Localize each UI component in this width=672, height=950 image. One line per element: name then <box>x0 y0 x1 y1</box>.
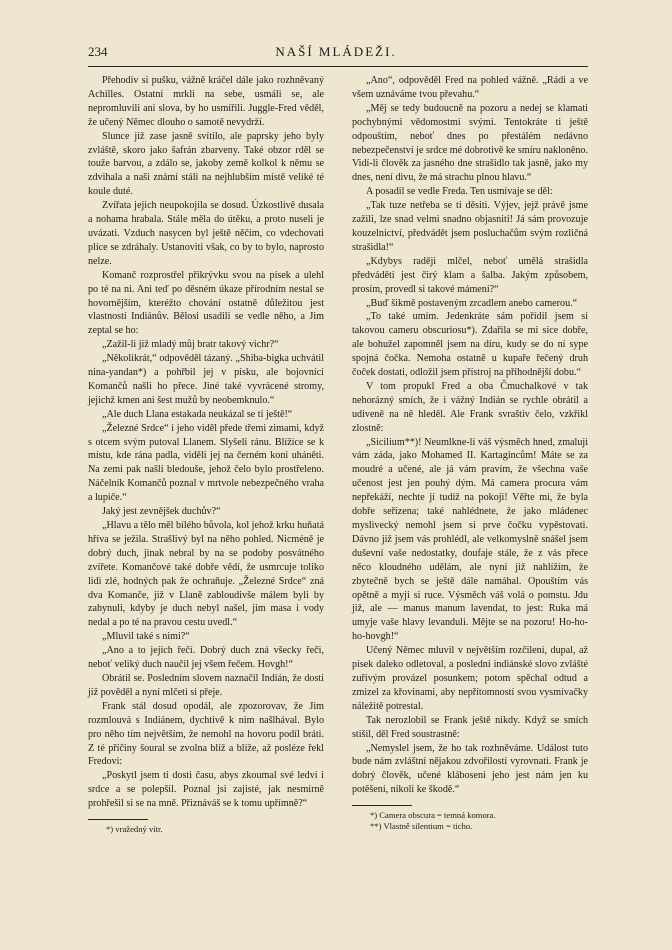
paragraph: „Několikrát,“ odpověděl tázaný. „Shiba-bigka uchvátil nina-yandan*) a pohřbil jej v písku, ale bojovníci Komančů našli ho přece. Jiné také vyvrácené stromy, jejichž kmen ani šest mužů by neobemknulo.“ <box>88 353 324 406</box>
paragraph: „Poskytl jsem ti dosti času, abys zkoumal své ledví i srdce a se polepšil. Poznal jsi zajisté, jak nesmírně prohřešil si se na mně. Přiznáváš se k tomu upřímně?“ <box>88 770 324 810</box>
footnote-rule <box>88 819 148 820</box>
paragraph: Obrátil se. Posledním slovem naznačil Indián, že dosti již pověděl a nyní mlčeti si přeje. <box>88 672 324 698</box>
page-header <box>88 44 584 68</box>
paragraph: „Hlavu a tělo měl bílého bůvola, kol jehož krku huňatá hříva se ježila. Strašlivý byl na něho pohled. Nicméně je dobrý duch, jinak nebral by na se podoby posvátného zvířete. Komančové také dobře vědí, že usmrcuje toliko lidi zlé, hodných pak že ochraňuje. „Železné Srdce“ zná dva Komanče, již v Llaně zabloudivše málem byli by zahynuli, kdyby je duch nebyl našel, jim masa i vody nedal a po té na pravou cestu uvedl.“ <box>88 520 324 629</box>
paragraph: Slunce již zase jasně svítilo, ale paprsky jeho byly zvláště, skoro jako šafrán zbarveny. Také obzor rděl se touže barvou, a zdálo se, jakoby země kolkol k němu se zdvihala a naši známí stáli na nejhlubším místě veliké té koule duté. <box>88 130 324 198</box>
paragraph: Učený Němec mluvil v největším rozčilení, dupal, až písek daleko odletoval, a poslední indiánské slovo zvlášté zuřivým provázel posunkem; potom spěchal odtud a zmizel za křovinami, aby nepřítomností svou vysmívačky náležitě potrestal. <box>352 645 588 712</box>
paragraph: „Zažil-li již mladý můj bratr takový vichr?“ <box>102 339 279 351</box>
header-rule <box>88 66 588 67</box>
paragraph: Přehodiv si pušku, vážně kráčel dále jako rozhněvaný Achilles. Ostatní mrkli na sebe, usmáli se, ale nepromluvili ani slova, by ho usmířili. Juggle-Fred věděl, že učený Němec dlouho o samotě nevydrží. <box>88 75 324 128</box>
paragraph: A posadil se vedle Freda. Ten usmívaje se děl: <box>366 186 553 198</box>
paragraph: V tom propukl Fred a oba Čmuchalkové v tak nehorázný smích, že i vážný Indián se rychle obrátil a udiveně na ně hleděl. Ale Frank svraštiv čelo, vzkřikl zlostně: <box>352 380 588 434</box>
paragraph: Zvířata jejich neupokojila se dosud. Úzkostlivě dusala a nohama hrabala. Stále měla do útěku, a proto nuseli je uvázati. Vzduch nasycen byl ještě něčím, co vdechovati plíce se zdráhaly. Ustanoviti však, co by to bylo, naprosto nelze. <box>88 200 324 267</box>
footnote: *) Camera obscura = temná komora. <box>370 810 496 821</box>
paragraph: „Kdybys raději mlčel, neboť umělá strašidla předváděti jest čirý klam a šalba. Jakým způsobem, prosím, provedl si takové mámení?“ <box>352 255 588 295</box>
right-column <box>352 74 588 832</box>
paragraph: „Ano“, odpověděl Fred na pohled vážně. „Rádi a ve všem uznáváme tvou převahu.“ <box>352 75 588 100</box>
paragraph: „Tak tuze netřeba se ti děsiti. Výjev, jejž právě jsme zažili, lze snad velmi snadno objasniti! Já sám provozuje kouzelnictví, předvádět jsem posluchačům svým rozličná strašidla!“ <box>352 200 588 253</box>
paragraph: Komanč rozprostřel přikrývku svou na písek a ulehl po té na ni. Ani teď po děsném úkaze přírodním nestal se hovornějším, kteréžto chování ostatně důležitou jest vlastností Indiánův. Bělosi usadili se vedle něho, a Jim zeptal se ho: <box>88 269 324 337</box>
paragraph: „Měj se tedy budoucně na pozoru a nedej se klamati pochybnými vědomostmi svými. Tentokráte ti ještě odpouštím, neboť dnes po přestálém nedávno nebezpečenství je srdce mé dobrotivě ke smíru nakloněno. Vidí-li člověk za jasného dne strašidlo tak jasně, jako my dnes, není divu, že má strachu plnou hlavu.“ <box>352 102 589 184</box>
paragraph: „Ale duch Llana estakada neukázal se ti ještě!“ <box>102 408 293 420</box>
paragraph: „Mluvil také s nimi?“ <box>102 631 190 643</box>
paragraph: „Sicilium**)! Neumlkne-li váš výsměch hned, zmaluji vám záda, jako Mohamed II. Kartagincům! Máte se za moudré a učené, ale já vám pravím, že všechna vaše učenost jest jen pouhý dým. Má camera procura vám nepřekáží, nechte jí tudíž na pokoji! Věřte mi, že byla dobře seřízena; také nahlédnete, že jako mládenec myslivecký nemohl jsem si prve čočku vypěstovati. Dávno již jsem vás prohlédl, ale velkomyslně snášel jsem duševní vaše nedostatky, doufaje stále, že z vás přece něco kloudného udělám, ale nyní již nahlížím, že zbytečně bych se ještě dále namáhal. Opouštím vás opětně a myji si ruce. Výsměch váš volá o pomstu. Jdu již, ale — manus manum lavendat, to jest: Ruka má umyje vaše hlavy levanduli. Mějte se na pozoru! Ho-ho-ho-hovgh!“ <box>352 436 588 643</box>
running-title: NAŠÍ MLÁDEŽI. <box>275 44 397 59</box>
paragraph: Jaký jest zevnějšek duchův?“ <box>102 506 221 518</box>
paragraph: „To také umím. Jedenkráte sám pořídil jsem si takovou cameru obscuriosu*). Zdařila se mi sice dobře, ale bohužel zapomněl jsem na díru, kudy se do ní sype spojná čočka. Nemoha ostatně u kupaře řečený druh čoček dostati, odložil jsem přístroj na příhodnější dobu.“ <box>352 311 588 379</box>
paragraph: „Buď šikmě postaveným zrcadlem anebo camerou.“ <box>366 297 578 309</box>
footnote: **) Vlastně silentium = ticho. <box>370 821 473 832</box>
paragraph: „Nemyslel jsem, že ho tak rozhněváme. Událost tuto bude nám zvláštní nějakou zdvořilostí vyrovnati. Frank je dobrý člověk, učené klábosení jeho jest nám jen ku potěšení, nikoli ke škodě.“ <box>352 742 588 796</box>
footnote-rule <box>352 805 412 806</box>
paragraph: „Ano a to jejich řečí. Dobrý duch zná všecky řeči, neboť veliký duch naučil jej všem řečem. Hovgh!“ <box>88 645 324 671</box>
footnote: *) vražedný vítr. <box>106 824 163 835</box>
paragraph: Frank stál dosud opodál, ale zpozorovav, že Jim rozmlouvá s Indiánem, dychtivě k nim našlhával. Bylo pro něho tím největším, že nemohl na hovoru podíl bráti. Z té příčiny šoural se zvolna blíž a blíže, až posléze řekl Fredovi: <box>88 700 324 768</box>
page-number: 234 <box>88 44 108 59</box>
left-column <box>88 74 324 835</box>
paragraph: Tak nerozlobil se Frank ještě nikdy. Když se smích stišil, děl Fred soustrastně: <box>352 714 588 740</box>
paragraph: „Železné Srdce“ i jeho viděl přede třemi zimami, když s otcem svým putoval Llanem. Slyšeli ránu. Blížíce se k místu, kde rána padla, viděli jej na černém koni uháněti. Na zemi pak našli bledouše, jehož čelo bylo prostřeleno. Náčelník Komančů poznal v mrtvole nebezpečného vraha a lupiče.“ <box>88 422 324 504</box>
